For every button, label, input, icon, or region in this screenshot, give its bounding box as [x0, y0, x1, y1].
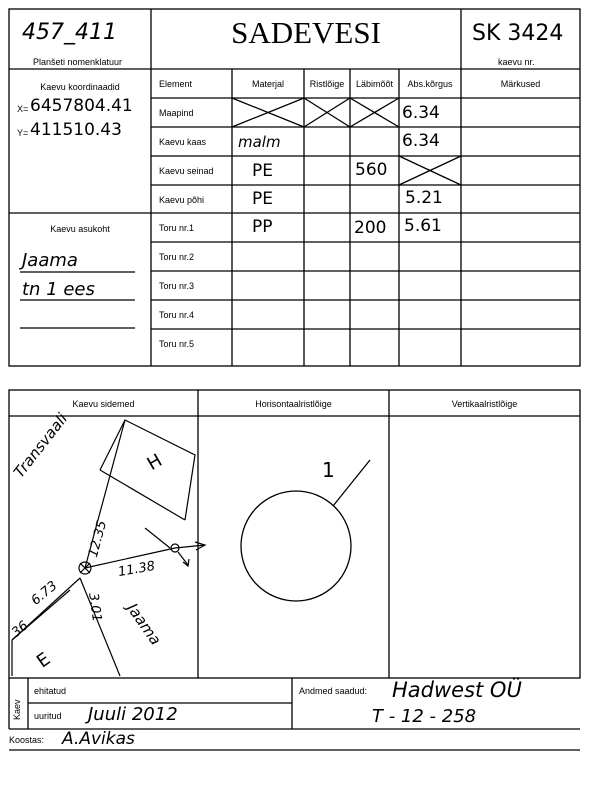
- distance-301: 3.01: [85, 592, 105, 623]
- connections-label: Kaevu sidemed: [72, 399, 135, 409]
- vertical-section-label: Vertikaalristlõige: [451, 399, 518, 409]
- ehitatud-label: ehitatud: [34, 686, 67, 696]
- row-materjal: malm: [238, 133, 281, 151]
- street-jaama: Jaama: [123, 600, 165, 649]
- uuritud-value: Juuli 2012: [88, 704, 178, 725]
- header-markused: Märkused: [500, 79, 541, 89]
- row-element: Kaevu seinad: [159, 166, 214, 176]
- nomenclature-value: 457_411: [22, 20, 117, 45]
- row-abs: 5.21: [405, 188, 443, 208]
- row-materjal: PE: [252, 189, 273, 209]
- uuritud-label: uuritud: [34, 711, 62, 721]
- distance-36: 36: [9, 618, 32, 641]
- row-element: Maapind: [159, 108, 194, 118]
- row-abs: 6.34: [402, 131, 440, 151]
- horizontal-section-label: Horisontaalristlõige: [255, 399, 332, 409]
- building-h: H: [143, 450, 166, 475]
- y-prefix: Y=: [17, 128, 29, 138]
- x-coordinate: 6457804.41: [30, 96, 133, 116]
- andmed-value-1: Hadwest OÜ: [392, 678, 522, 702]
- location-line1: Jaama: [22, 250, 78, 271]
- nomenclature-label: Planšeti nomenklatuur: [33, 57, 123, 67]
- location-line2: tn 1 ees: [22, 279, 95, 300]
- y-coordinate: 411510.43: [30, 120, 122, 140]
- x-prefix: X=: [17, 104, 29, 114]
- pipe-number: 1: [322, 458, 335, 482]
- header-labimoot: Läbimõõt: [355, 79, 394, 89]
- row-labimoot: 560: [355, 160, 388, 180]
- page-title: SADEVESI: [231, 15, 381, 50]
- coordinates-label: Kaevu koordinaadid: [40, 82, 120, 92]
- well-number-value: SK 3424: [472, 21, 564, 46]
- koostas-label: Koostas:: [9, 735, 45, 745]
- distance-673: 6.73: [28, 578, 61, 609]
- row-labimoot: 200: [354, 218, 387, 238]
- andmed-value-2: T - 12 - 258: [372, 706, 477, 727]
- row-materjal: PE: [252, 161, 273, 181]
- distance-1138: 11.38: [116, 558, 157, 581]
- header-element: Element: [159, 79, 193, 89]
- koostas-value: A.Avikas: [62, 729, 135, 749]
- row-element: Kaevu põhi: [159, 195, 205, 205]
- well-number-label: kaevu nr.: [498, 57, 535, 67]
- horizontal-section: [241, 460, 370, 601]
- kaev-label: Kaev: [12, 699, 22, 720]
- header-abs: Abs.kõrgus: [407, 79, 453, 89]
- row-abs: 5.61: [404, 216, 442, 236]
- row-element: Toru nr.1: [159, 223, 195, 233]
- header-ristloige: Ristlõige: [309, 79, 345, 89]
- location-label: Kaevu asukoht: [50, 224, 110, 234]
- row-element: Toru nr.5: [159, 339, 195, 349]
- distance-1235: 12.35: [86, 519, 111, 559]
- street-transvaali: Transvaali: [10, 409, 72, 482]
- building-e: E: [33, 648, 55, 673]
- row-element: Toru nr.2: [159, 252, 195, 262]
- header-materjal: Materjal: [251, 79, 284, 89]
- row-element: Toru nr.3: [159, 281, 195, 291]
- row-abs: 6.34: [402, 103, 440, 123]
- row-materjal: PP: [252, 217, 273, 237]
- row-element: Kaevu kaas: [159, 137, 207, 147]
- andmed-label: Andmed saadud:: [299, 686, 368, 696]
- row-element: Toru nr.4: [159, 310, 195, 320]
